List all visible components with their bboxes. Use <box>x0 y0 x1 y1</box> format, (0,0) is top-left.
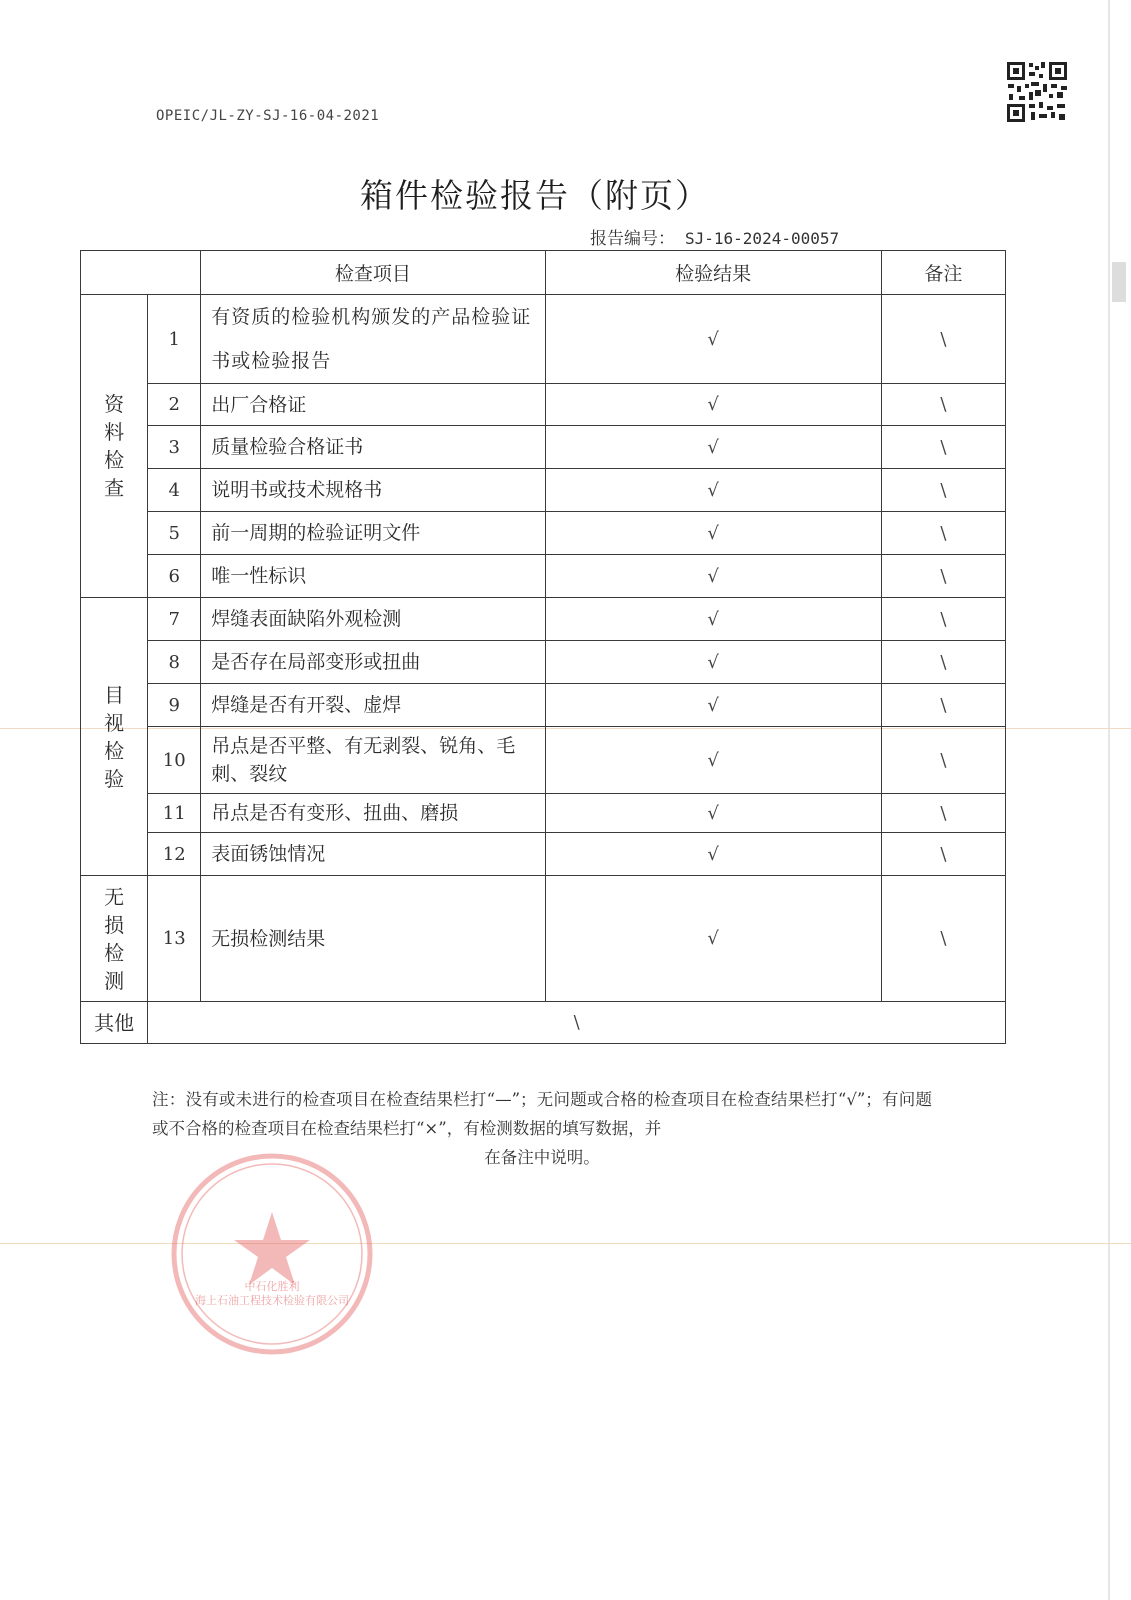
row-note: \ <box>881 641 1005 684</box>
category-cell: 目视 检验 <box>81 598 148 876</box>
inspection-table <box>80 250 1006 1044</box>
scan-edge <box>1108 0 1110 1600</box>
row-item: 吊点是否平整、有无剥裂、锐角、毛刺、裂纹 <box>201 727 545 794</box>
row-item: 出厂合格证 <box>201 384 545 426</box>
row-item: 有资质的检验机构颁发的产品检验证书或检验报告 <box>201 295 545 384</box>
table-header-row <box>81 251 1006 295</box>
category-cell: 资料 检查 <box>81 295 148 598</box>
footnote-line1: 注：没有或未进行的检查项目在检查结果栏打“—”；无问题或合格的检查项目在检查结果栏打“√”；有问题或不合格的检查项目在检查结果栏打“×”，有检测数据的填写数据，并 <box>152 1090 932 1138</box>
row-note: \ <box>881 833 1005 876</box>
row-note: \ <box>881 426 1005 469</box>
table-row <box>81 512 1006 555</box>
report-number-label: 报告编号： <box>590 229 675 249</box>
row-result: √ <box>545 469 881 512</box>
table-row <box>81 555 1006 598</box>
row-item: 唯一性标识 <box>201 555 545 598</box>
row-item: 焊缝是否有开裂、虚焊 <box>201 684 545 727</box>
row-note: \ <box>881 295 1005 384</box>
table-row <box>81 469 1006 512</box>
seal-text <box>168 1280 376 1308</box>
row-item: 无损检测结果 <box>201 876 545 1002</box>
document-code: OPEIC/JL-ZY-SJ-16-04-2021 <box>156 108 380 124</box>
row-number: 8 <box>148 641 201 684</box>
seal-line2: 海上石油工程技术检验有限公司 <box>195 1294 349 1307</box>
row-note: \ <box>881 384 1005 426</box>
row-result: √ <box>545 794 881 833</box>
table-row <box>81 727 1006 794</box>
table-row <box>81 833 1006 876</box>
row-number: 5 <box>148 512 201 555</box>
official-seal-icon <box>168 1150 376 1358</box>
row-result: √ <box>545 512 881 555</box>
row-number: 4 <box>148 469 201 512</box>
row-result: √ <box>545 384 881 426</box>
row-note: \ <box>881 512 1005 555</box>
table-row <box>81 641 1006 684</box>
scan-edge-mark <box>1112 262 1126 302</box>
table-row <box>81 684 1006 727</box>
seal-line1: 中石化胜利 <box>244 1280 300 1293</box>
row-note: \ <box>881 727 1005 794</box>
row-item: 是否存在局部变形或扭曲 <box>201 641 545 684</box>
table-row <box>81 295 1006 384</box>
row-result: √ <box>545 598 881 641</box>
row-number: 11 <box>148 794 201 833</box>
row-result: √ <box>545 426 881 469</box>
row-note: \ <box>881 876 1005 1002</box>
table-row <box>81 426 1006 469</box>
row-note: \ <box>881 598 1005 641</box>
footnote-line2: 在备注中说明。 <box>484 1148 600 1167</box>
row-result: √ <box>545 684 881 727</box>
row-result: √ <box>545 641 881 684</box>
row-result: √ <box>545 833 881 876</box>
row-note: \ <box>881 469 1005 512</box>
table-row-other <box>81 1002 1006 1044</box>
row-note: \ <box>881 684 1005 727</box>
header-blank-cell <box>81 251 201 295</box>
row-note: \ <box>881 794 1005 833</box>
row-item: 吊点是否有变形、扭曲、磨损 <box>201 794 545 833</box>
row-number: 7 <box>148 598 201 641</box>
header-note: 备注 <box>881 251 1005 295</box>
row-number: 3 <box>148 426 201 469</box>
other-value: \ <box>148 1002 1006 1044</box>
table-row <box>81 876 1006 1002</box>
row-result: √ <box>545 555 881 598</box>
page-title: 箱件检验报告（附页） <box>360 176 710 215</box>
row-number: 9 <box>148 684 201 727</box>
report-number-value: SJ-16-2024-00057 <box>685 229 840 248</box>
row-result: √ <box>545 727 881 794</box>
row-number: 10 <box>148 727 201 794</box>
category-cell: 无损 检测 <box>81 876 148 1002</box>
row-note: \ <box>881 555 1005 598</box>
row-number: 12 <box>148 833 201 876</box>
qr-code-icon <box>1005 60 1069 124</box>
row-item: 表面锈蚀情况 <box>201 833 545 876</box>
table-row <box>81 598 1006 641</box>
row-item: 质量检验合格证书 <box>201 426 545 469</box>
row-number: 2 <box>148 384 201 426</box>
row-result: √ <box>545 876 881 1002</box>
row-number: 1 <box>148 295 201 384</box>
table-row <box>81 794 1006 833</box>
row-number: 13 <box>148 876 201 1002</box>
header-result: 检验结果 <box>545 251 881 295</box>
row-item: 前一周期的检验证明文件 <box>201 512 545 555</box>
row-result: √ <box>545 295 881 384</box>
table-row <box>81 384 1006 426</box>
header-item: 检查项目 <box>201 251 545 295</box>
row-number: 6 <box>148 555 201 598</box>
report-number <box>590 224 839 249</box>
row-item: 说明书或技术规格书 <box>201 469 545 512</box>
other-label: 其他 <box>81 1002 148 1044</box>
row-item: 焊缝表面缺陷外观检测 <box>201 598 545 641</box>
